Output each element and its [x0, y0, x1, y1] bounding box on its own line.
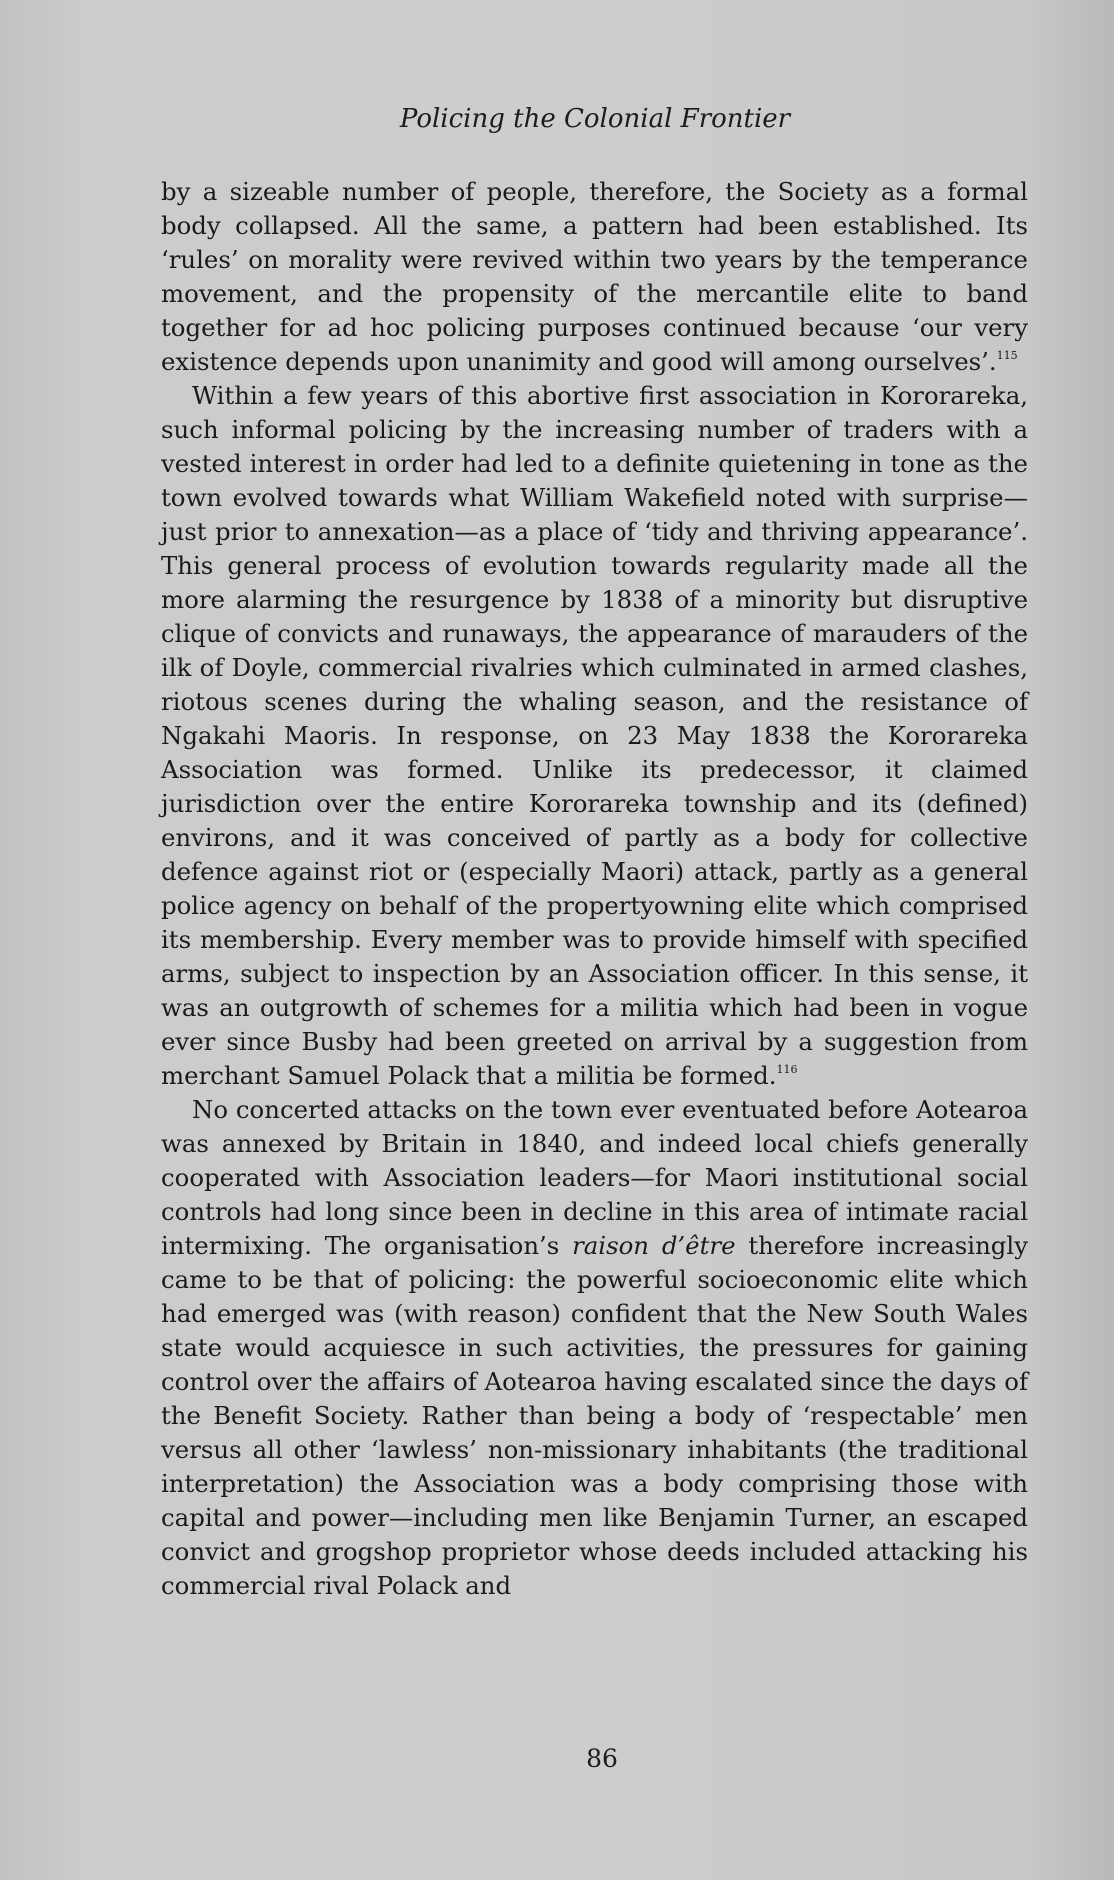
- paragraph-text: by a sizeable number of people, therefore, the Society as a formal body collapsed. All the same, a pattern had been established. Its ‘rules’ on morality were revived within two years by the temperance movement, and the propensity of the mercantile elite to band together for ad hoc policing purposes continued because ‘our very existence depends upon unanimity and good will among ourselves’.: [161, 177, 1028, 376]
- footnote-marker: 116: [776, 1063, 798, 1076]
- paragraph-2: [161, 379, 1028, 1093]
- body-text: [161, 175, 1028, 1603]
- paragraph-text: No concerted attacks on the town ever eventuated before Aotearoa was annexed by Britain in 1840, and indeed local chiefs generally cooperated with Association leaders—for Maori institutional social controls had long since been in decline in this area of intimate racial intermixing. The organisation’s: [161, 1095, 1028, 1260]
- footnote-marker: 115: [996, 349, 1018, 362]
- paragraph-text: Within a few years of this abortive first association in Kororareka, such informal policing by the increasing number of traders with a vested interest in order had led to a definite quietening in tone as the town evolved towards what William Wakefield noted with surprise—just prior to annexation—as a place of ‘tidy and thriving appearance’. This general process of evolution towards regularity made all the more alarming the resurgence by 1838 of a minority but disruptive clique of convicts and runaways, the appearance of marauders of the ilk of Doyle, commercial rivalries which culminated in armed clashes, riotous scenes during the whaling season, and the resistance of Ngakahi Maoris. In response, on 23 May 1838 the Kororareka Association was formed. Unlike its predecessor, it claimed jurisdiction over the entire Kororareka township and its (defined) environs, and it was conceived of partly as a body for collective defence against riot or (especially Maori) attack, partly as a general police agency on behalf of the propertyowning elite which comprised its membership. Every member was to provide himself with specified arms, subject to inspection by an Association officer. In this sense, it was an outgrowth of schemes for a militia which had been in vogue ever since Busby had been greeted on arrival by a suggestion from merchant Samuel Polack that a militia be formed.: [161, 381, 1028, 1090]
- running-head: Policing the Colonial Frontier: [399, 104, 791, 134]
- page-number: 86: [586, 1744, 618, 1773]
- paragraph-text: therefore increasingly came to be that of policing: the powerful socioeconomic elite which had emerged was (with reason) confident that the New South Wales state would acquiesce in such activities, the pressures for gaining control over the affairs of Aotearoa having escalated since the days of the Benefit Society. Rather than being a body of ‘respectable’ men versus all other ‘lawless’ non-missionary inhabitants (the traditional interpretation) the Association was a body comprising those with capital and power—including men like Benjamin Turner, an escaped convict and grogshop proprietor whose deeds included attacking his commercial rival Polack and: [161, 1231, 1028, 1600]
- paragraph-1: [161, 175, 1028, 379]
- emphasis-text: raison d’être: [572, 1231, 736, 1260]
- paragraph-3: [161, 1093, 1028, 1603]
